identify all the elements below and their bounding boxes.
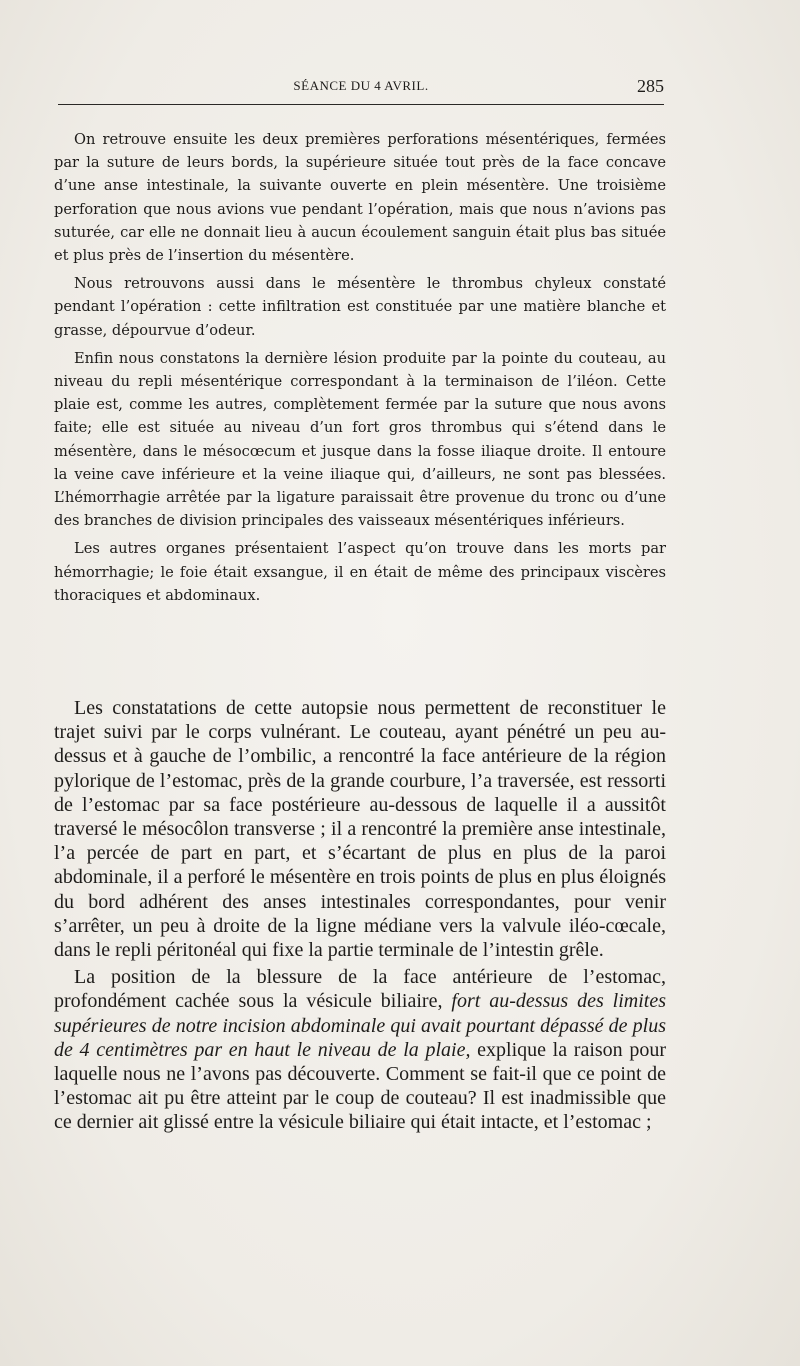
running-head: SÉANCE DU 4 AVRIL. [293,78,429,93]
discussion-text [54,696,666,1138]
paragraph: Les constatations de cette autopsie nous permettent de reconstituer le trajet suivi par le corps vulnérant. Le couteau, ayant pénétré un peu au-dessus et à gauche de l’ombilic, a rencontré la face antérieure de la région pylorique de l’estomac, près de la grande courbure, l’a traversée, est ressorti de l’estomac par sa face postérieure au-dessous de laquelle il a aussitôt traversé le mésocôlon transverse ; il a rencontré la première anse intestinale, l’a percée de part en part, et s’écartant de plus en plus de la paroi abdominale, il a perforé le mésentère en trois points de plus en plus éloignés du bord adhérent des anses intestinales correspondantes, pour venir s’arrêter, un peu à droite de la ligne médiane vers la valvule iléo-cœcale, dans le repli péritonéal qui fixe la partie terminale de l’intestin grêle. [54,697,666,962]
paragraph-end: explique la raison pour laquelle nous ne l’avons pas découverte. Comment se fait-il que ce point de l’estomac ait pu être atteint par le coup de couteau? Il est inadmissible que ce dernier ait glissé entre la vésicule biliaire qui était intacte, et l’estomac ; [54,1038,667,1134]
italic-passage: fort au-dessus des limites supérieures de notre incision abdominale qui avait pourtant dépassé de plus de 4 centimètres par en haut le niveau de la plaie, [54,990,667,1061]
paragraph: Les autres organes présentaient l’aspect qu’on trouve dans les morts par hémorrhagie; le foie était exsangue, il en était de même des principaux viscères thoraciques et abdominaux. [54,540,666,604]
page-number: 285 [637,76,664,96]
paragraph: Enfin nous constatons la dernière lésion produite par la pointe du couteau, au niveau du repli mésentérique correspondant à la terminaison de l’iléon. Cette plaie est, comme les autres, complètement fermée par la suture que nous avons faite; elle est située au niveau d’un fort gros thrombus qui s’étend dans le mésentère, dans le mésocœcum et jusque dans la fosse iliaque droite. Il entoure la veine cave inférieure et la veine iliaque qui, d’ailleurs, ne sont pas blessées. L’hémorrhagie arrêtée par la ligature paraissait être provenue du tronc ou d’une des branches de division principales des vaisseaux mésentériques inférieurs. [54,349,666,530]
autopsy-findings [54,128,666,612]
paragraph-start: La position de la blessure de la face antérieure de l’estomac, profondément cachée sous la vésicule biliaire, [54,966,666,1013]
paragraph [54,965,666,1134]
paragraph: Nous retrouvons aussi dans le mésentère le thrombus chyleux constaté pendant l’opération : cette infiltration est constituée par une matière blanche et grasse, dépourvue d’odeur. [54,275,666,339]
page-header [58,76,664,102]
header-rule [58,104,664,105]
paragraph: On retrouve ensuite les deux premières perforations mésentériques, fermées par la suture de leurs bords, la supérieure située tout près de la face concave d’une anse intestinale, la suivante ouverte en plein mésentère. Une troisième perforation que nous avions vue pendant l’opération, mais que nous n’avions pas suturée, car elle ne donnait lieu à aucun écoulement sanguin était plus bas située et plus près de l’insertion du mésentère. [54,131,666,265]
